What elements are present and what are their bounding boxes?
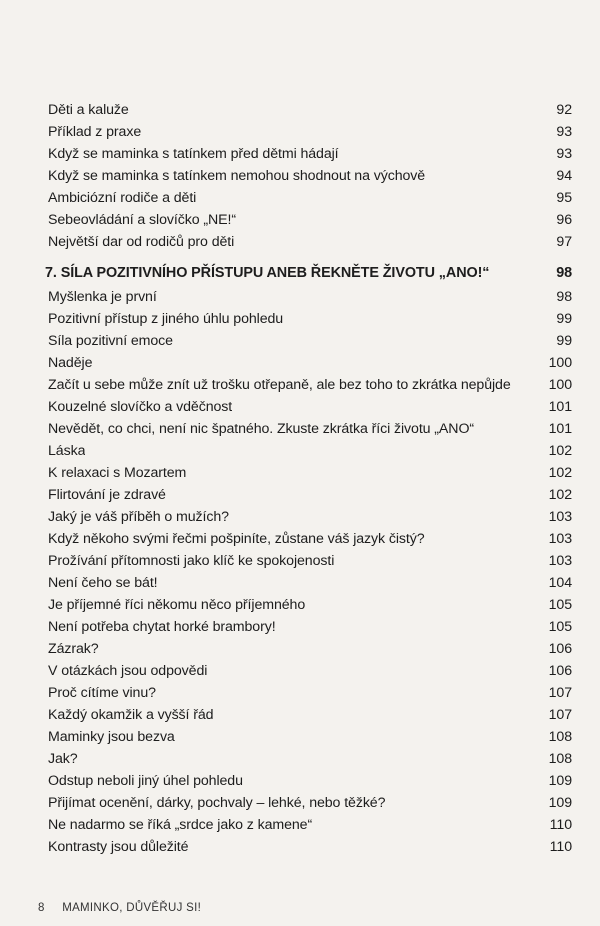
toc-entry-title: Začít u sebe může znít už trošku otřepaně, ale bez toho to zkrátka nepůjde xyxy=(48,377,511,393)
toc-entry-title: Odstup neboli jiný úhel pohledu xyxy=(48,773,243,789)
toc-entry xyxy=(48,528,572,550)
toc-entry-page: 109 xyxy=(548,773,572,789)
toc-entry xyxy=(48,704,572,726)
toc-entry xyxy=(48,209,572,231)
toc-entry-title: Prožívání přítomnosti jako klíč ke spokojenosti xyxy=(48,553,335,569)
toc-entry xyxy=(48,462,572,484)
toc-entry xyxy=(48,440,572,462)
toc-entry-page: 106 xyxy=(548,641,572,657)
toc-entry-title: Sebeovládání a slovíčko „NE!“ xyxy=(48,212,236,228)
toc-entry-title: Když se maminka s tatínkem nemohou shodnout na výchově xyxy=(48,168,426,184)
toc-entry-page: 98 xyxy=(556,289,572,305)
toc-entry-title: Není potřeba chytat horké brambory! xyxy=(48,619,276,635)
toc-entry xyxy=(48,396,572,418)
toc-entry-page: 102 xyxy=(548,465,572,481)
page-footer xyxy=(38,902,201,914)
toc-entry xyxy=(48,792,572,814)
toc-entry xyxy=(48,484,572,506)
toc-entry xyxy=(48,550,572,572)
toc-entry-title: Proč cítíme vinu? xyxy=(48,685,156,701)
toc-entry-title: Láska xyxy=(48,443,86,459)
toc-entry-page: 99 xyxy=(556,333,572,349)
toc-entry xyxy=(48,187,572,209)
toc-entry xyxy=(48,814,572,836)
toc-entry-title: Ne nadarmo se říká „srdce jako z kamene“ xyxy=(48,817,313,833)
toc-entry-title: Není čeho se bát! xyxy=(48,575,158,591)
toc-entry-page: 97 xyxy=(556,234,572,250)
toc-entry xyxy=(48,616,572,638)
toc-chapter-heading xyxy=(45,262,572,284)
toc-entry-page: 103 xyxy=(548,553,572,569)
toc-entry-page: 108 xyxy=(548,751,572,767)
toc-entry xyxy=(48,418,572,440)
toc-entry-page: 101 xyxy=(548,421,572,437)
toc-entry-title: Každý okamžik a vyšší řád xyxy=(48,707,214,723)
toc-entry-title: Naděje xyxy=(48,355,93,371)
toc-entry xyxy=(48,308,572,330)
footer-book-title: MAMINKO, DŮVĚŘUJ SI! xyxy=(62,902,202,914)
toc-entry-page: 96 xyxy=(556,212,572,228)
toc-entry xyxy=(48,660,572,682)
toc-entry xyxy=(48,352,572,374)
toc-entry xyxy=(48,165,572,187)
toc-entry-page: 103 xyxy=(548,531,572,547)
toc-entry-page: 92 xyxy=(556,102,572,118)
toc-entry-page: 95 xyxy=(556,190,572,206)
toc-entry-title: Ambiciózní rodiče a děti xyxy=(48,190,197,206)
toc-entry-page: 108 xyxy=(548,729,572,745)
toc-entry-title: Kontrasty jsou důležité xyxy=(48,839,189,855)
toc-entry-page: 101 xyxy=(548,399,572,415)
toc-entry xyxy=(48,594,572,616)
toc-entry xyxy=(48,572,572,594)
toc-entry-title: Největší dar od rodičů pro děti xyxy=(48,234,235,250)
toc-entry-title: Kouzelné slovíčko a vděčnost xyxy=(48,399,233,415)
toc-entry xyxy=(48,231,572,253)
toc-entry-title: Flirtování je zdravé xyxy=(48,487,166,503)
toc-entry-title: Je příjemné říci někomu něco příjemného xyxy=(48,597,306,613)
toc-entry-title: V otázkách jsou odpovědi xyxy=(48,663,208,679)
toc-entry-page: 104 xyxy=(548,575,572,591)
toc-entry-title: K relaxaci s Mozartem xyxy=(48,465,187,481)
toc-entry-page: 105 xyxy=(548,619,572,635)
toc-entry xyxy=(48,286,572,308)
toc-entry-page: 103 xyxy=(548,509,572,525)
toc-entry-page: 105 xyxy=(548,597,572,613)
toc-entry xyxy=(48,506,572,528)
toc-entry xyxy=(48,770,572,792)
toc-entry-title: Děti a kaluže xyxy=(48,102,129,118)
toc-entry-title: Příklad z praxe xyxy=(48,124,142,140)
toc-entry-title: Přijímat ocenění, dárky, pochvaly – lehké, nebo těžké? xyxy=(48,795,386,811)
toc-entry-title: Myšlenka je první xyxy=(48,289,157,305)
toc-entry xyxy=(48,836,572,858)
toc-entry-page: 102 xyxy=(548,443,572,459)
toc-entry xyxy=(48,143,572,165)
toc-entry-page: 110 xyxy=(549,817,572,833)
table-of-contents xyxy=(45,99,572,858)
footer-page-number: 8 xyxy=(38,902,45,914)
toc-entry xyxy=(48,99,572,121)
toc-entry-page: 106 xyxy=(548,663,572,679)
toc-entry-page: 93 xyxy=(556,146,572,162)
toc-entry xyxy=(48,682,572,704)
toc-entry-page: 99 xyxy=(556,311,572,327)
toc-entry-page: 107 xyxy=(548,685,572,701)
toc-entry-page: 98 xyxy=(556,265,572,281)
toc-entry-title: Když se maminka s tatínkem před dětmi hádají xyxy=(48,146,339,162)
toc-entry-page: 93 xyxy=(556,124,572,140)
toc-entry-title: Jak? xyxy=(48,751,78,767)
toc-entry xyxy=(48,748,572,770)
toc-entry-title: 7. SÍLA POZITIVNÍHO PŘÍSTUPU ANEB ŘEKNĚTE ŽIVOTU „ANO!“ xyxy=(45,265,490,281)
toc-entry-page: 100 xyxy=(548,355,572,371)
toc-entry-page: 110 xyxy=(549,839,572,855)
toc-entry-title: Maminky jsou bezva xyxy=(48,729,175,745)
toc-entry-page: 107 xyxy=(548,707,572,723)
toc-entry xyxy=(48,638,572,660)
toc-entry xyxy=(48,374,572,396)
toc-entry-title: Pozitivní přístup z jiného úhlu pohledu xyxy=(48,311,284,327)
toc-entry-title: Když někoho svými řečmi pošpiníte, zůstane váš jazyk čistý? xyxy=(48,531,425,547)
toc-entry-page: 94 xyxy=(556,168,572,184)
toc-entry xyxy=(48,330,572,352)
toc-entry-title: Zázrak? xyxy=(48,641,99,657)
toc-entry xyxy=(48,726,572,748)
toc-entry-title: Jaký je váš příběh o mužích? xyxy=(48,509,229,525)
toc-entry-page: 100 xyxy=(548,377,572,393)
toc-entry-title: Nevědět, co chci, není nic špatného. Zkuste zkrátka říci životu „ANO“ xyxy=(48,421,474,437)
toc-entry xyxy=(48,121,572,143)
toc-entry-page: 109 xyxy=(548,795,572,811)
toc-entry-page: 102 xyxy=(548,487,572,503)
toc-entry-title: Síla pozitivní emoce xyxy=(48,333,173,349)
